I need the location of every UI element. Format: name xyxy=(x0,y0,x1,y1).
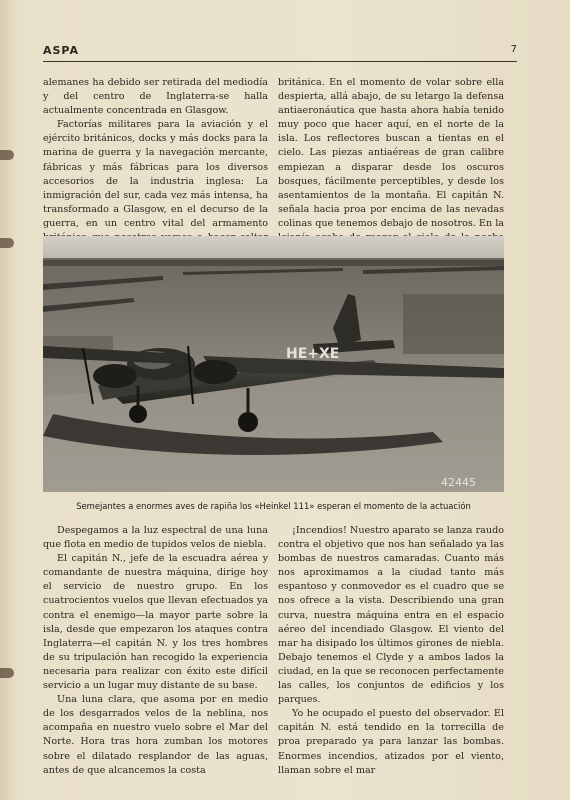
binding-mark xyxy=(0,150,14,160)
running-header xyxy=(43,44,517,60)
paragraph: El capitán N., jefe de la escuadra aérea y comandante de nuestra máquina, dirige hoy el servicio de nuestro grupo. En los cuatrocientos vuelos que llevan efectuados ya contra el enemigo—la mayor parte sobre la isla, desde que empezaron los ataques contra Inglaterra—el capitán N. y los tres hombres de su tripulación han recogido la experiencia necesaria para realizar con éxito este difícil servicio a un lugar muy distante de su base. xyxy=(43,553,268,692)
page-number: 7 xyxy=(510,44,517,55)
column-top-left xyxy=(43,76,268,259)
column-top-right xyxy=(278,76,504,259)
binding-mark xyxy=(0,238,14,248)
paragraph: alemanes ha debido ser retirada del mediodía y del centro de Inglaterra-se halla actualmente concentrada en Glasgow. xyxy=(43,77,268,117)
paragraph: británica. En el momento de volar sobre ella despierta, allá abajo, de su letargo la defensa antiaeronáutica que hasta ahora había tenido muy poco que hacer aquí, en el norte de la isla. Los reflectores buscan a tientas en el cielo. Las piezas antiaéreas de gran calibre empiezan a disparar desde los oscuros bosques, fácilmente perceptibles, y desde los asentamientos de la montaña. El capitán N. señala hacia proa por encima de las nevadas colinas que tenemos debajo de nosotros. En la xyxy=(278,77,504,229)
paragraph: Yo he ocupado el puesto del observador. El capitán N. está tendido en la torrecilla de proa preparado ya para lanzar las bombas. Enormes incendios, atizados por el viento, llaman sobre el mar xyxy=(278,708,504,776)
column-bottom-right xyxy=(278,524,504,778)
heinkel-photo-illustration xyxy=(43,236,504,492)
paragraph: Una luna clara, que asoma por en medio de los desgarrados velos de la neblina, nos acompaña en nuestro vuelo sobre el Mar del Norte. Hora tras hora zumban los motores sobre el dilatado resplandor de las aguas, antes de que alcancemos la costa xyxy=(43,694,268,776)
magazine-title: ASPA xyxy=(43,44,80,57)
binding-mark xyxy=(0,668,14,678)
paragraph: ¡Incendios! Nuestro aparato se lanza raudo contra el objetivo que nos han señalado ya las bombas de nuestros camaradas. Cuanto más nos aproximamos a la ciudad tanto más espantoso y conmovedor es el cuadro que se nos ofrece a la vista. Describiendo una gran curva, nuestra máquina entra en el espacio aéreo del incendiado Glasgow. El viento del mar ha disipado los últimos girones de niebla. Debajo tenemos el Clyde y a ambos lados la ciudad, en la que se reconocen perfectamente las calles, los conjuntos de edificios y los parques. xyxy=(278,525,504,706)
photo-archive-number: 42445 xyxy=(441,476,476,489)
aircraft-code-marking: HE+XE xyxy=(286,346,340,362)
paragraph: Factorías militares para la aviación y el ejército británicos, docks y más docks para la marina de guerra y la navegación mercante, fábricas y más fábricas para los diversos accesorios de la industria inglesa: La inmigración del sur, cada vez más intensa, ha transformado a Glasgow, en el decurso de la guerra, en un centro vital del armamento xyxy=(43,119,268,229)
paragraph: Despegamos a la luz espectral de una luna que flota en medio de tupidos velos de niebla. xyxy=(43,525,268,551)
header-rule xyxy=(43,61,517,62)
column-bottom-left xyxy=(43,524,268,778)
photo-caption: Semejantes a enormes aves de rapiña los «Heinkel 111» esperan el momento de la actuación xyxy=(76,501,471,511)
aircraft-photo xyxy=(43,236,504,492)
